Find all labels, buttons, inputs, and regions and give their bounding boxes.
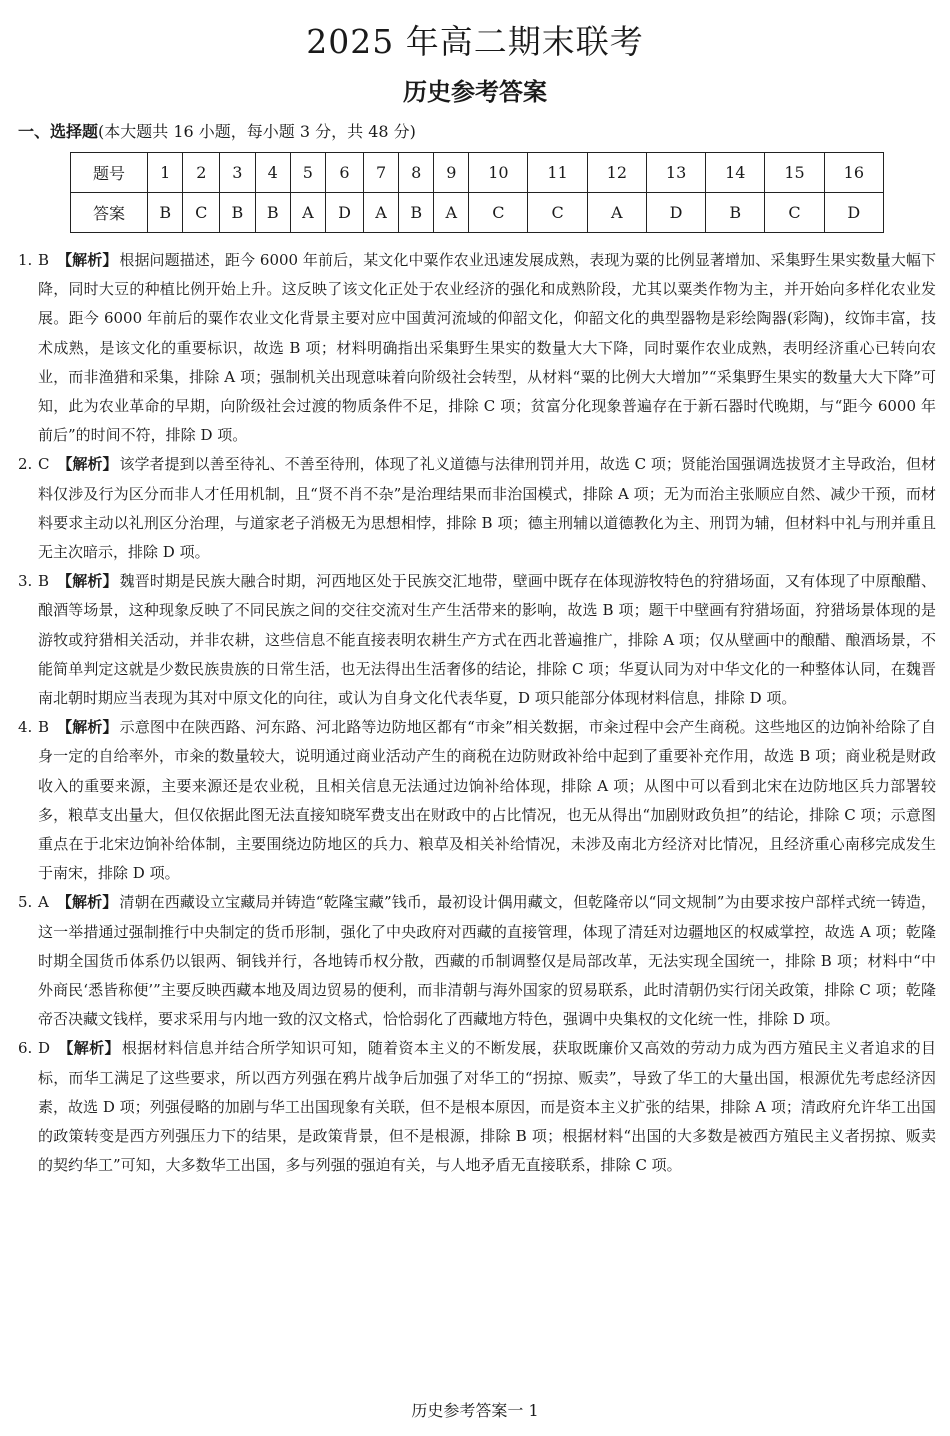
answer-cell: B <box>399 193 434 233</box>
question-number: 6 <box>325 153 363 193</box>
item-answer: A <box>38 893 49 912</box>
page-footer: 历史参考答案一 1 <box>411 1401 539 1420</box>
analysis-text: 魏晋时期是民族大融合时期，河西地区处于民族交汇地带，壁画中既存在体现游牧特色的狩猎场面，又有体现了中原酿醋、酿酒等场景，这种现象反映了不同民族之间的交往交流对生产生活带来的影响，故选 B 项；题干中壁画有狩猎场面，狩猎场景体现的是游牧或狩猎相关活动，并非农耕，这些信息不能直接表明农耕生产方式在西北普遍推广，排除 A 项；仅从壁画中的酿醋、酿酒场景，不能简单判定这就是少数民族贵族的日常生活，也无法得出生活奢侈的结论，排除 C 项；华夏认同为对中华文化的一种整体认同，在魏晋南北朝时期应当表现为其对中原文化的向往，或认为自身文化代表华夏，D 项只能部分体现材料信息，排除 D 项。 <box>38 572 936 708</box>
question-number: 14 <box>706 153 765 193</box>
question-number: 5 <box>290 153 325 193</box>
explanation-item-4 <box>18 713 936 888</box>
analysis-tag: 【解析】 <box>57 572 118 591</box>
question-number: 15 <box>765 153 824 193</box>
question-number: 10 <box>469 153 528 193</box>
analysis-tag: 【解析】 <box>57 455 118 474</box>
answer-row <box>71 193 884 233</box>
analysis-text: 根据问题描述，距今 6000 年前后，某文化中粟作农业迅速发展成熟，表现为粟的比例显著增加、采集野生果实数量大幅下降，同时大豆的种植比例开始上升。这反映了该文化正处于农业经济的强化和成熟阶段，尤其以粟类作物为主，并开始向多样化农业发展。距今 6000 年前后的粟作农业文化背景主要对应中国黄河流域的仰韶文化，仰韶文化的典型器物是彩绘陶器(彩陶)，纹饰丰富，技术成熟，是该文化的重要标识，故选 B 项；材料明确指出采集野生果实的数量大大下降，同时粟作农业成熟，表明经济重心已转向农业，而非渔猎和采集，排除 A 项；强制机关出现意味着向阶级社会转型，从材料“粟的比例大大增加”“采集野生果实的数量大大下降”可知，此为农业革命的早期，向阶级社会过渡的物质条件不足，排除 C 项；贫富分化现象普遍存在于新石器时代晚期，与“距今 6000 年前后”的时间不符，排除 D 项。 <box>38 251 936 445</box>
answer-cell: D <box>824 193 883 233</box>
explanation-item-5 <box>18 888 936 1034</box>
answer-cell: A <box>290 193 325 233</box>
item-number: 4. <box>18 718 33 737</box>
question-number: 16 <box>824 153 883 193</box>
question-number: 1 <box>148 153 183 193</box>
answer-cell: D <box>325 193 363 233</box>
explanation-item-6 <box>18 1034 936 1180</box>
answer-cell: B <box>148 193 183 233</box>
question-number: 11 <box>528 153 587 193</box>
answer-cell: B <box>706 193 765 233</box>
row-label-numbers: 题号 <box>71 153 148 193</box>
exam-title: 2025 年高二期末联考 <box>306 22 644 61</box>
answer-cell: A <box>587 193 646 233</box>
explanation-item-2 <box>18 450 936 567</box>
question-number-row <box>71 153 884 193</box>
item-number: 6. <box>18 1039 33 1058</box>
analysis-tag: 【解析】 <box>58 1039 120 1058</box>
question-number: 13 <box>646 153 705 193</box>
section-note: (本大题共 16 小题，每小题 3 分，共 48 分) <box>98 122 416 141</box>
question-number: 8 <box>399 153 434 193</box>
answer-cell: A <box>364 193 399 233</box>
answer-cell: C <box>528 193 587 233</box>
question-number: 12 <box>587 153 646 193</box>
answer-cell: B <box>255 193 290 233</box>
analysis-tag: 【解析】 <box>56 893 118 912</box>
answer-cell: A <box>434 193 469 233</box>
analysis-tag: 【解析】 <box>57 251 118 269</box>
item-answer: B <box>38 251 50 269</box>
question-number: 9 <box>434 153 469 193</box>
item-number: 2. <box>18 455 33 474</box>
analysis-text: 示意图中在陕西路、河东路、河北路等边防地区都有“市籴”相关数据，市籴过程中会产生商税。这些地区的边饷补给除了自身一定的自给率外，市籴的数量较大，说明通过商业活动产生的商税在边防财政补给中起到了重要补充作用，故选 B 项；商业税是财政收入的重要来源，主要来源还是农业税，且相关信息无法通过边饷补给体现，排除 A 项；从图中可以看到北宋在边防地区兵力部署较多，粮草支出量大，但仅依据此图无法直接知晓军费支出在财政中的占比情况，也无从得出“加剧财政负担”的结论，排除 C 项；示意图重点在于北宋边饷补给体制，主要围绕边防地区的兵力、粮草及相关补给情况，未涉及南北方经济对比情况，且经济重心南移完成发生于南宋，排除 D 项。 <box>38 718 936 883</box>
explanation-list <box>18 246 936 1181</box>
answer-cell: D <box>646 193 705 233</box>
item-answer: C <box>38 455 50 474</box>
question-number: 4 <box>255 153 290 193</box>
explanation-item-3 <box>18 567 936 713</box>
item-answer: B <box>38 718 50 737</box>
answer-cell: C <box>765 193 824 233</box>
analysis-text: 清朝在西藏设立宝藏局并铸造“乾隆宝藏”钱币，最初设计偶用藏文，但乾隆帝以“同文规制”为由要求按户部样式统一铸造，这一举措通过强制推行中央制定的货币形制，强化了中央政府对西藏的直接管理，体现了清廷对边疆地区的权威掌控，故选 A 项；乾隆时期全国货币体系仍以银两、铜钱并行，各地铸币权分散，西藏的币制调整仅是局部改革，无法实现全国统一，排除 B 项；材料中“中外商民‘悉皆称便’”主要反映西藏本地及周边贸易的便利，而非清朝与海外国家的贸易联系，此时清朝仍实行闭关政策，排除 C 项；乾隆帝否决藏文钱样，要求采用与内地一致的汉文格式，恰恰弱化了西藏地方特色，强调中央集权的文化统一性，排除 D 项。 <box>38 893 936 1029</box>
section-label: 一、选择题 <box>18 122 99 141</box>
answer-cell: C <box>469 193 528 233</box>
question-number: 3 <box>220 153 255 193</box>
analysis-text: 该学者提到以善至待礼、不善至待刑，体现了礼义道德与法律刑罚并用，故选 C 项；贤能治国强调选拔贤才主导政治，但材料仅涉及行为区分而非人才任用机制，且“贤不肖不杂”是治理结果而非治国模式，排除 A 项；无为而治主张顺应自然、减少干预，而材料要求主动以礼刑区分治理，与道家老子消极无为思想相悖，排除 B 项；德主刑辅以道德教化为主、刑罚为辅，但材料中礼与刑并重且无主次暗示，排除 D 项。 <box>38 455 936 562</box>
item-number: 1. <box>18 251 33 269</box>
question-number: 2 <box>183 153 220 193</box>
item-number: 5. <box>18 893 33 912</box>
item-answer: D <box>38 1039 51 1058</box>
answer-table <box>70 152 884 233</box>
answer-cell: B <box>220 193 255 233</box>
row-label-answers: 答案 <box>71 193 148 233</box>
answer-subtitle: 历史参考答案 <box>403 78 547 106</box>
question-number: 7 <box>364 153 399 193</box>
item-answer: B <box>38 572 50 591</box>
section-heading <box>18 119 416 142</box>
analysis-text: 根据材料信息并结合所学知识可知，随着资本主义的不断发展，获取既廉价又高效的劳动力成为西方殖民主义者追求的目标，而华工满足了这些要求，所以西方列强在鸦片战争后加强了对华工的“拐掠、贩卖”，导致了华工的大量出国，根源优先考虑经济因素，故选 D 项；列强侵略的加剧与华工出国现象有关联，但不是根本原因，而是资本主义扩张的结果，排除 A 项；清政府允许华工出国的政策转变是西方列强压力下的结果，是政策背景，但不是根源，排除 B 项；根据材料“出国的大多数是被西方殖民主义者拐掠、贩卖的契约华工”可知，大多数华工出国，多与列强的强迫有关，与人地矛盾无直接联系，排除 C 项。 <box>38 1039 936 1175</box>
analysis-tag: 【解析】 <box>57 718 118 737</box>
explanation-item-1 <box>18 246 936 450</box>
answer-cell: C <box>183 193 220 233</box>
item-number: 3. <box>18 572 33 591</box>
